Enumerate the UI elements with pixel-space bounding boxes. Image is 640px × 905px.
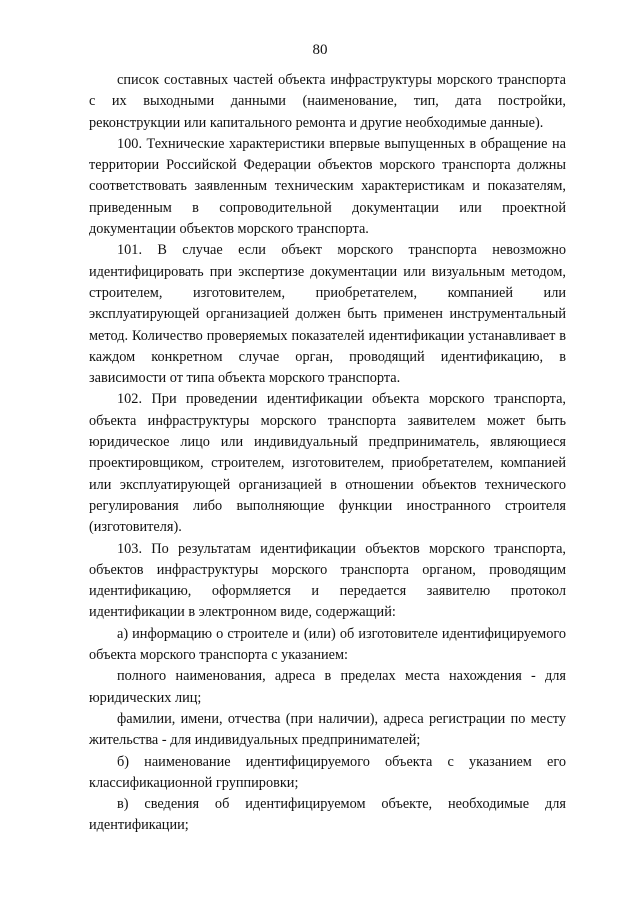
paragraph-individual-entrepreneurs: фамилии, имени, отчества (при наличии), адреса регистрации по месту жительства - для индивидуальных предпринимателей; — [89, 710, 566, 749]
paragraph-100: 100. Технические характеристики впервые выпущенных в обращение на территории Российской Федерации объектов морского транспорта должны соответствовать заявленным техническим характеристикам и показателям, приведенным в сопроводительной документации или проектной документации объектов морского транспорта. — [89, 135, 566, 238]
paragraph-103-b: б) наименование идентифицируемого объекта с указанием его классификационной группировки; — [89, 753, 566, 791]
paragraph-102: 102. При проведении идентификации объекта морского транспорта, объекта инфраструктуры морского транспорта заявителем может быть юридическое лицо или индивидуальный предприниматель, являющиеся проектировщиком, строителем, изготовителем, приобретателем, компанией или эксплуатирующей организацией в отношении объектов технического регулирования либо выполняющие функции иностранного строителя (изготовителя). — [89, 391, 566, 536]
paragraph-101: 101. В случае если объект морского транспорта невозможно идентифицировать при экспертизе документации или визуальным методом, строителем, изготовителем, приобретателем, компанией или эксплуатирующей организацией должен быть применен инструментальный метод. Количество проверяемых показателей идентификации устанавливает в каждом конкретном случае орган, проводящий идентификацию, в зависимости от типа объекта морского транспорта. — [89, 242, 566, 387]
paragraph-103: 103. По результатам идентификации объектов морского транспорта, объектов инфраструктуры морского транспорта органом, проводящим идентификацию, оформляется и передается заявителю протокол идентификации в электронном виде, содержащий: — [89, 540, 566, 621]
paragraph-legal-entities: полного наименования, адреса в пределах места нахождения - для юридических лиц; — [89, 668, 566, 706]
page-number: 80 — [312, 42, 328, 58]
paragraph-parts-list: список составных частей объекта инфраструктуры морского транспорта с их выходными данными (наименование, тип, дата постройки, реконструкции или капитального ремонта и другие необходимые данные). — [89, 72, 566, 131]
document-body — [89, 70, 566, 837]
paragraph-103-a: а) информацию о строителе и (или) об изготовителе идентифицируемого объекта морского транспорта с указанием: — [89, 625, 566, 664]
paragraph-103-v: в) сведения об идентифицируемом объекте, необходимые для идентификации; — [89, 796, 566, 834]
